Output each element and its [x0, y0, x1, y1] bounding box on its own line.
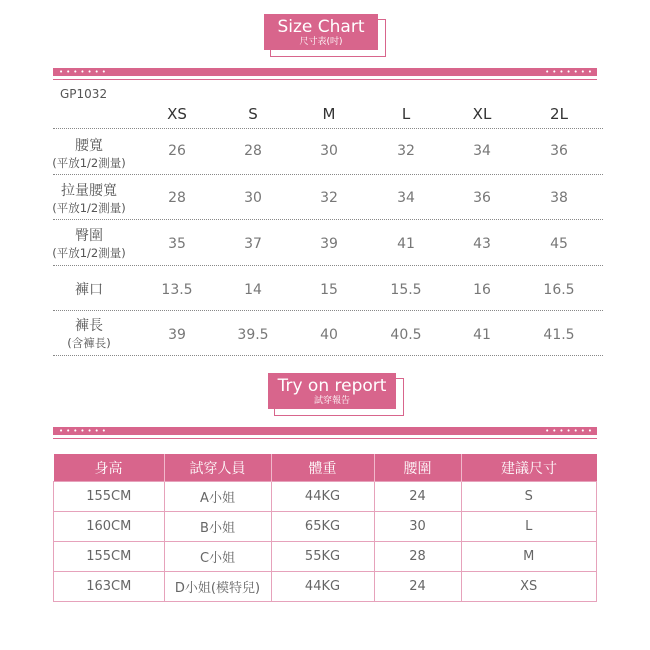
tryon-subtitle: 試穿報告: [313, 396, 350, 406]
measurement-note: (平放1/2測量): [52, 156, 126, 170]
measurement-value: 14: [244, 282, 262, 298]
tryon-table: [53, 454, 597, 602]
cell-weight: 44KG: [271, 572, 374, 602]
tryon-row: [54, 542, 597, 572]
cell-height: 155CM: [54, 482, 165, 512]
row-separator: [53, 174, 603, 175]
measurement-value: 28: [168, 190, 186, 206]
divider-bar: [53, 427, 597, 435]
dots-right: •••••••: [545, 68, 595, 76]
header-height: 身高: [54, 454, 165, 482]
measurement-value: 41: [473, 327, 491, 343]
measurement-name: 臀圍: [75, 228, 103, 244]
measurement-value: 35: [168, 236, 186, 252]
measurement-value: 28: [244, 143, 262, 159]
cell-weight: 65KG: [271, 512, 374, 542]
measurement-value: 15.5: [390, 282, 422, 298]
cell-height: 160CM: [54, 512, 165, 542]
measurement-value: 39: [168, 327, 186, 343]
cell-suggested-size: L: [461, 512, 597, 542]
badge-box: [268, 373, 396, 409]
cell-tester: C小姐: [164, 542, 271, 572]
measurement-name: 褲長: [75, 318, 103, 334]
measurement-value: 41: [397, 236, 415, 252]
size-header: S: [248, 105, 258, 123]
measurement-value: 36: [550, 143, 568, 159]
measurement-name: 褲口: [75, 282, 103, 298]
header-waist: 腰圍: [374, 454, 461, 482]
dots-left: •••••••: [59, 68, 109, 76]
measurement-value: 32: [320, 190, 338, 206]
measurement-value: 32: [397, 143, 415, 159]
measurement-value: 39.5: [237, 327, 269, 343]
size-chart-subtitle: 尺寸表(吋): [299, 37, 343, 47]
tryon-row: [54, 572, 597, 602]
cell-tester: D小姐(模特兒): [164, 572, 271, 602]
measurement-value: 13.5: [161, 282, 193, 298]
divider-line: [53, 438, 597, 439]
row-separator: [53, 128, 603, 129]
measurement-value: 36: [473, 190, 491, 206]
measurement-value: 34: [473, 143, 491, 159]
measurement-value: 37: [244, 236, 262, 252]
size-header: XS: [167, 105, 187, 123]
measurement-value: 16: [473, 282, 491, 298]
measurement-value: 41.5: [543, 327, 575, 343]
header-suggested-size: 建議尺寸: [461, 454, 597, 482]
tryon-header-row: [54, 454, 597, 482]
cell-suggested-size: XS: [461, 572, 597, 602]
cell-waist: 28: [374, 542, 461, 572]
cell-weight: 55KG: [271, 542, 374, 572]
row-separator: [53, 265, 603, 266]
tryon-title: Try on report: [277, 376, 387, 396]
measurement-value: 40: [320, 327, 338, 343]
measurement-label: [49, 228, 129, 261]
cell-tester: B小姐: [164, 512, 271, 542]
measurement-value: 26: [168, 143, 186, 159]
measurement-value: 40.5: [390, 327, 422, 343]
measurement-value: 16.5: [543, 282, 575, 298]
measurement-value: 38: [550, 190, 568, 206]
cell-tester: A小姐: [164, 482, 271, 512]
measurement-value: 34: [397, 190, 415, 206]
measurement-value: 30: [244, 190, 262, 206]
size-header: M: [322, 105, 336, 123]
header-tester: 試穿人員: [164, 454, 271, 482]
cell-waist: 24: [374, 572, 461, 602]
cell-weight: 44KG: [271, 482, 374, 512]
measurement-value: 15: [320, 282, 338, 298]
size-chart-title: Size Chart: [277, 17, 365, 37]
header-weight: 體重: [271, 454, 374, 482]
size-header: XL: [472, 105, 492, 123]
cell-height: 163CM: [54, 572, 165, 602]
measurement-name: 拉量腰寬: [61, 183, 117, 199]
cell-waist: 30: [374, 512, 461, 542]
divider-line: [53, 79, 597, 80]
measurement-label: [49, 138, 129, 171]
measurement-note: (平放1/2測量): [52, 201, 126, 215]
cell-suggested-size: M: [461, 542, 597, 572]
cell-height: 155CM: [54, 542, 165, 572]
product-sku: GP1032: [60, 87, 108, 101]
size-header: L: [401, 105, 411, 123]
cell-suggested-size: S: [461, 482, 597, 512]
badge-box: [264, 14, 378, 50]
row-separator: [53, 310, 603, 311]
measurement-label: [49, 183, 129, 216]
measurement-value: 30: [320, 143, 338, 159]
cell-waist: 24: [374, 482, 461, 512]
measurement-label: [49, 318, 129, 351]
row-separator: [53, 355, 603, 356]
row-separator: [53, 219, 603, 220]
tryon-row: [54, 482, 597, 512]
size-header: 2L: [550, 105, 568, 123]
measurement-label: [49, 282, 129, 299]
measurement-value: 43: [473, 236, 491, 252]
divider-bar: [53, 68, 597, 76]
measurement-value: 45: [550, 236, 568, 252]
measurement-note: (含褲長): [67, 336, 111, 350]
measurement-name: 腰寬: [75, 138, 103, 154]
measurement-value: 39: [320, 236, 338, 252]
measurement-note: (平放1/2測量): [52, 246, 126, 260]
dots-left: •••••••: [59, 427, 109, 435]
dots-right: •••••••: [545, 427, 595, 435]
tryon-row: [54, 512, 597, 542]
